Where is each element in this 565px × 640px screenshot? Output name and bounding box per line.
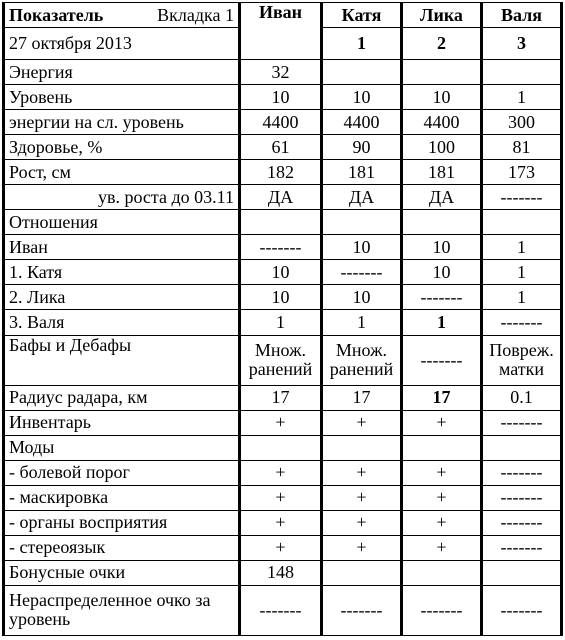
row-label: энергии на сл. уровень xyxy=(4,110,240,135)
value-cell: 10 xyxy=(402,235,482,260)
table-row xyxy=(4,310,562,335)
value-cell: 32 xyxy=(240,60,322,85)
table-row xyxy=(4,60,562,85)
name-valya: Валя xyxy=(482,3,562,28)
value-cell: 1 xyxy=(482,85,562,110)
value-cell xyxy=(322,210,402,235)
value-cell xyxy=(402,560,482,585)
row-label: 1. Катя xyxy=(4,260,240,285)
row-label: Энергия xyxy=(4,60,240,85)
value-cell: ------- xyxy=(322,585,402,635)
value-cell: + xyxy=(322,410,402,435)
value-cell xyxy=(322,560,402,585)
section-row-mods xyxy=(4,435,562,460)
value-cell: + xyxy=(240,510,322,535)
section-row-relations xyxy=(4,210,562,235)
row-label: - стереоязык xyxy=(4,535,240,560)
value-cell: 1 xyxy=(402,310,482,335)
value-cell: 17 xyxy=(322,385,402,410)
row-label: Иван xyxy=(4,235,240,260)
section-label: Моды xyxy=(4,435,240,460)
value-cell: ------- xyxy=(482,185,562,210)
value-cell: 10 xyxy=(402,260,482,285)
value-cell xyxy=(482,210,562,235)
table-row xyxy=(4,385,562,410)
section-label: Отношения xyxy=(4,210,240,235)
name-katya: Катя xyxy=(322,3,402,28)
value-cell: 1 xyxy=(240,310,322,335)
value-cell: 10 xyxy=(240,85,322,110)
table-row xyxy=(4,535,562,560)
value-cell: 4400 xyxy=(322,110,402,135)
value-cell: 1 xyxy=(482,235,562,260)
value-cell: ------- xyxy=(482,485,562,510)
name-lika: Лика xyxy=(402,3,482,28)
table-row-buffs xyxy=(4,335,562,385)
value-cell: ------- xyxy=(322,260,402,285)
value-cell xyxy=(482,560,562,585)
value-cell: 17 xyxy=(402,385,482,410)
table-row xyxy=(4,460,562,485)
value-cell: 17 xyxy=(240,385,322,410)
row-label: - органы восприятия xyxy=(4,510,240,535)
row-label: Нераспределенное очко за уровень xyxy=(4,585,240,635)
row-label: Рост, см xyxy=(4,160,240,185)
value-cell: Повреж. матки xyxy=(482,335,562,385)
value-cell: 10 xyxy=(240,285,322,310)
value-cell: + xyxy=(402,410,482,435)
tab-label: Вкладка 1 xyxy=(157,4,234,25)
table-row-unspent xyxy=(4,585,562,635)
value-cell: + xyxy=(322,510,402,535)
value-cell xyxy=(482,60,562,85)
value-cell: ДА xyxy=(322,185,402,210)
value-cell: 10 xyxy=(322,235,402,260)
value-cell: 10 xyxy=(240,260,322,285)
table-row xyxy=(4,185,562,210)
row-label: - маскировка xyxy=(4,485,240,510)
value-cell: ------- xyxy=(402,285,482,310)
value-cell: + xyxy=(402,535,482,560)
value-cell xyxy=(322,435,402,460)
value-cell xyxy=(322,60,402,85)
row-label: 2. Лика xyxy=(4,285,240,310)
table-row xyxy=(4,85,562,110)
value-cell: 10 xyxy=(322,285,402,310)
value-cell: 81 xyxy=(482,135,562,160)
value-cell: ------- xyxy=(482,510,562,535)
table-row xyxy=(4,135,562,160)
value-cell: + xyxy=(322,485,402,510)
value-cell: ------- xyxy=(482,410,562,435)
table-row xyxy=(4,285,562,310)
value-cell: 10 xyxy=(402,85,482,110)
value-cell: 1 xyxy=(482,260,562,285)
number-valya: 3 xyxy=(482,28,562,60)
value-cell: + xyxy=(322,535,402,560)
row-label: - болевой порог xyxy=(4,460,240,485)
value-cell: ------- xyxy=(482,310,562,335)
header-date: 27 октября 2013 xyxy=(4,28,240,60)
value-cell: 1 xyxy=(322,310,402,335)
value-cell: 182 xyxy=(240,160,322,185)
value-cell: Множ. ранений xyxy=(322,335,402,385)
value-cell: Множ. ранений xyxy=(240,335,322,385)
table-row xyxy=(4,560,562,585)
row-label: Радиус радара, км xyxy=(4,385,240,410)
header-indicator-cell xyxy=(4,3,240,28)
number-lika: 2 xyxy=(402,28,482,60)
table-row xyxy=(4,510,562,535)
table-row xyxy=(4,235,562,260)
table-row xyxy=(4,160,562,185)
value-cell: + xyxy=(402,510,482,535)
value-cell: + xyxy=(402,485,482,510)
value-cell: 10 xyxy=(322,85,402,110)
row-label: Уровень xyxy=(4,85,240,110)
value-cell: + xyxy=(322,460,402,485)
value-cell xyxy=(402,210,482,235)
value-cell xyxy=(402,60,482,85)
indicator-label: Показатель xyxy=(9,4,104,25)
name-ivan: Иван xyxy=(240,3,322,60)
value-cell: ------- xyxy=(240,235,322,260)
value-cell xyxy=(240,435,322,460)
row-label: Здоровье, % xyxy=(4,135,240,160)
value-cell: 100 xyxy=(402,135,482,160)
row-label: 3. Валя xyxy=(4,310,240,335)
value-cell: 0.1 xyxy=(482,385,562,410)
value-cell: ------- xyxy=(240,585,322,635)
value-cell xyxy=(240,210,322,235)
value-cell: ------- xyxy=(402,585,482,635)
value-cell: 61 xyxy=(240,135,322,160)
value-cell: ДА xyxy=(402,185,482,210)
row-label: Бафы и Дебафы xyxy=(4,335,240,385)
value-cell: 90 xyxy=(322,135,402,160)
value-cell xyxy=(402,435,482,460)
value-cell: ------- xyxy=(402,335,482,385)
table-row xyxy=(4,110,562,135)
value-cell: 4400 xyxy=(240,110,322,135)
value-cell: + xyxy=(240,410,322,435)
value-cell: 300 xyxy=(482,110,562,135)
value-cell xyxy=(482,435,562,460)
value-cell: ------- xyxy=(482,535,562,560)
value-cell: + xyxy=(402,460,482,485)
number-katya: 1 xyxy=(322,28,402,60)
character-stats-table xyxy=(2,2,563,636)
value-cell: + xyxy=(240,460,322,485)
value-cell: 1 xyxy=(482,285,562,310)
value-cell: ------- xyxy=(482,585,562,635)
table-row xyxy=(4,410,562,435)
value-cell: + xyxy=(240,485,322,510)
table-row xyxy=(4,260,562,285)
value-cell: + xyxy=(240,535,322,560)
row-label: Инвентарь xyxy=(4,410,240,435)
row-label: ув. роста до 03.11 xyxy=(4,185,240,210)
value-cell: 173 xyxy=(482,160,562,185)
value-cell: 181 xyxy=(322,160,402,185)
value-cell: 148 xyxy=(240,560,322,585)
row-label: Бонусные очки xyxy=(4,560,240,585)
value-cell: ДА xyxy=(240,185,322,210)
table-row xyxy=(4,485,562,510)
value-cell: 181 xyxy=(402,160,482,185)
value-cell: 4400 xyxy=(402,110,482,135)
value-cell: ------- xyxy=(482,460,562,485)
header-row-names xyxy=(4,3,562,28)
